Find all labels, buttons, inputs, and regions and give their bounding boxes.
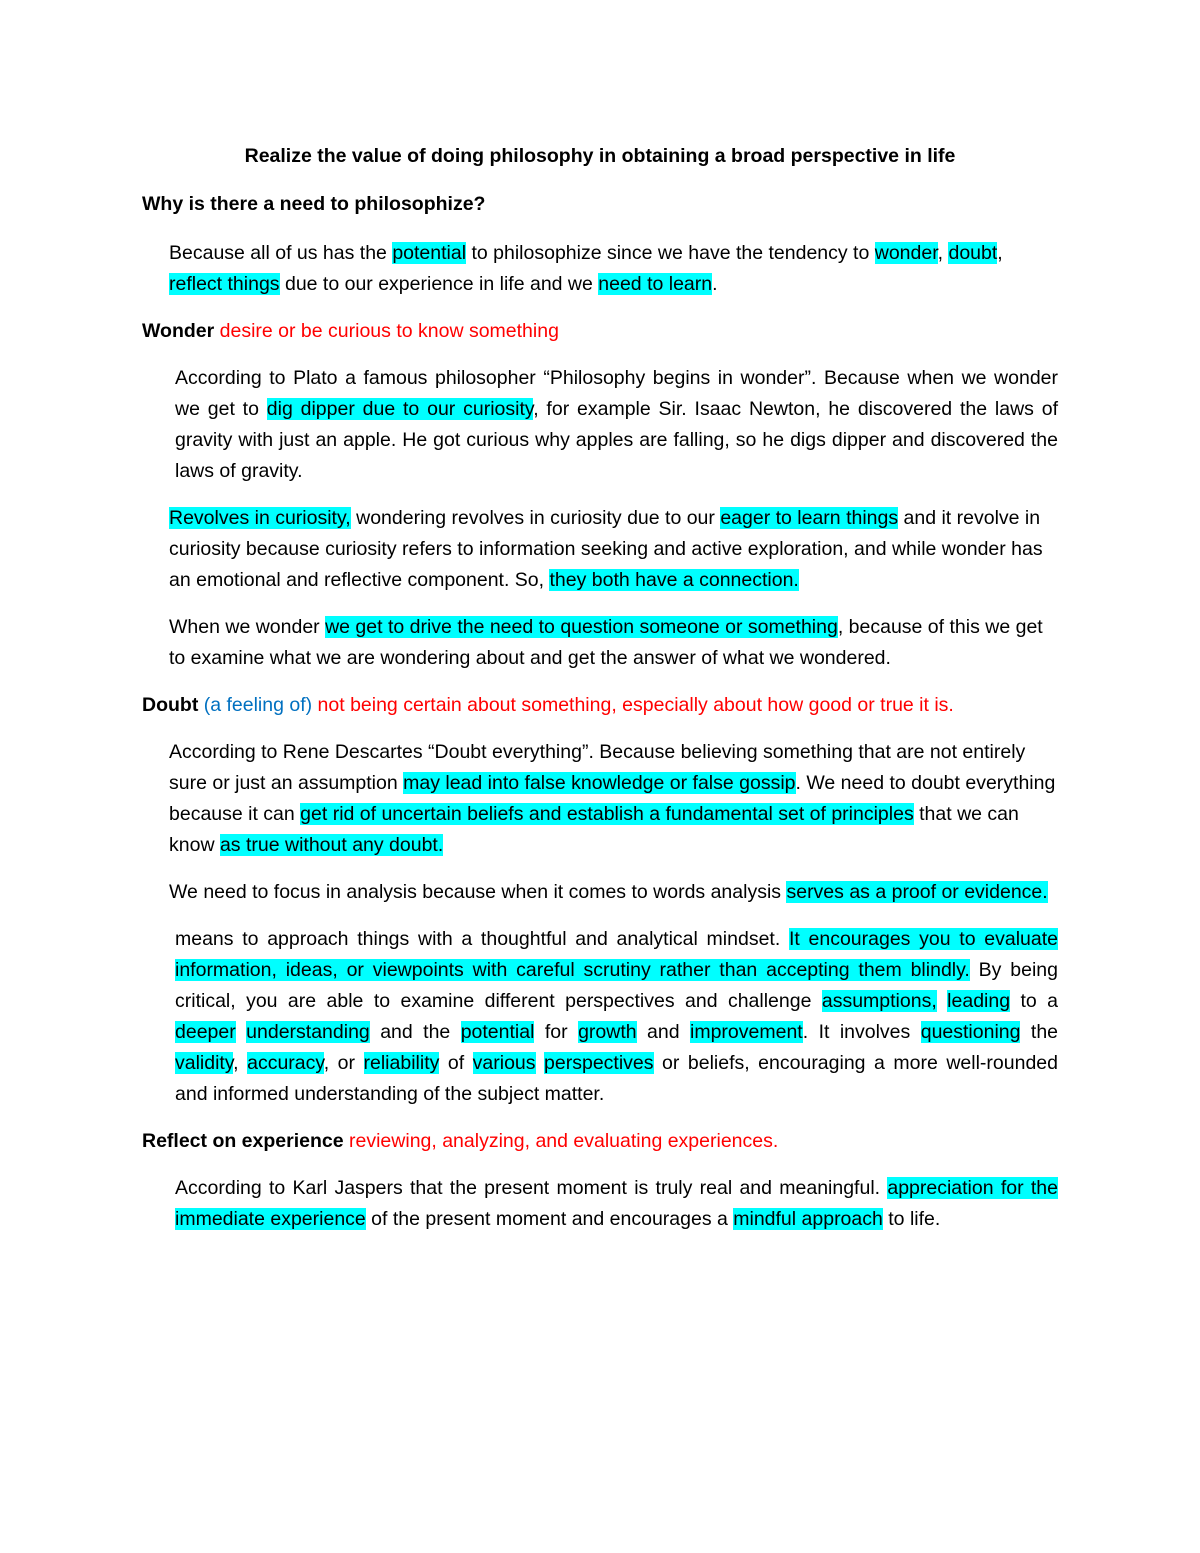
highlight: improvement [690,1021,803,1043]
highlight: potential [392,242,467,264]
doubt-paragraph-3 [142,924,1058,1110]
highlight: they both have a connection. [549,569,799,591]
body-text: that we can know [169,803,1019,856]
highlight: may lead into false knowledge or false gossip [403,772,796,794]
intro-text: Because all of us has the [169,242,393,264]
highlight: assumptions, [821,990,937,1012]
body-text: , because of this we get to examine what we are wondering about and get the answer of what we wondered. [169,616,1043,669]
term-paren: (a feeling of) [198,694,313,716]
body-text: , or [323,1052,364,1074]
body-text: When we wonder [169,616,326,638]
intro-text: , [937,242,949,264]
intro-text: , [997,242,1003,264]
doubt-paragraph-2 [142,877,1058,908]
wonder-paragraph-1 [142,363,1058,487]
body-text: According to Karl Jaspers that the present moment is truly real and meaningful. [175,1177,888,1199]
term-label: Reflect on experience [142,1130,344,1152]
highlight: doubt [948,242,998,264]
highlight: validity [175,1052,234,1074]
highlight: reliability [363,1052,440,1074]
intro-paragraph [142,238,1058,300]
body-text: and [636,1021,690,1043]
highlight: reflect things [169,273,280,295]
highlight: Revolves in curiosity, [169,507,351,529]
reflect-paragraph-1 [142,1173,1058,1235]
body-text: wondering revolves in curiosity due to our [350,507,721,529]
highlight: It encourages you to evaluate information, ideas, or viewpoints with careful scrutiny rather than accepting them blindly. [175,928,1058,981]
body-text: and it revolve in curiosity because curiosity refers to information seeking and active exploration, and while wonder has an emotional and reflective component. So, [169,507,1043,591]
highlight: perspectives [544,1052,654,1074]
body-text: . We need to doubt everything because it can [169,772,1056,825]
highlight: questioning [920,1021,1021,1043]
body-text: to a [1010,990,1058,1012]
body-text: to life. [882,1208,941,1230]
body-text: According to Plato a famous philosopher “Philosophy begins in wonder”. Because when we wonder we get to [175,367,1058,420]
highlight: dig dipper due to our curiosity [266,398,534,420]
wonder-paragraph-2 [142,503,1058,596]
term-label: Wonder [142,320,215,342]
highlight: various [472,1052,536,1074]
highlight: wonder [874,242,938,264]
highlight: get rid of uncertain beliefs and establish a fundamental set of principles [300,803,914,825]
highlight: need to learn [598,273,713,295]
intro-text: to philosophize since we have the tendency to [466,242,875,264]
body-text: of the present moment and encourages a [365,1208,734,1230]
term-definition: not being certain about something, especially about how good or true it is. [312,694,954,716]
body-text: the [1020,1021,1059,1043]
intro-text: due to our experience in life and we [279,273,599,295]
highlight: we get to drive the need to question someone or something [325,616,838,638]
section-question: Why is there a need to philosophize? [142,193,486,215]
body-text: According to Rene Descartes “Doubt everything”. Because believing something that are not entirely sure or just an assumption [169,741,1026,794]
term-definition: desire or be curious to know something [214,320,559,342]
highlight: deeper [175,1021,236,1043]
body-text: By being critical, you are able to examine different perspectives and challenge [175,959,1058,1012]
highlight: growth [578,1021,637,1043]
highlight: as true without any doubt. [219,834,444,856]
term-label: Doubt [142,694,199,716]
highlight: mindful approach [733,1208,883,1230]
wonder-heading [142,316,1058,347]
body-text: , for example Sir. Isaac Newton, he discovered the laws of gravity with just an apple. He got curious why apples are falling, so he digs dipper and discovered the laws of gravity. [175,398,1058,482]
highlight: appreciation for the immediate experience [175,1177,1058,1230]
body-text: means to approach things with a thoughtful and analytical mindset. [175,928,789,950]
document-title: Realize the value of doing philosophy in obtaining a broad perspective in life [244,145,956,167]
highlight: serves as a proof or evidence. [786,881,1048,903]
body-text [937,990,947,1012]
wonder-paragraph-3 [142,612,1058,674]
highlight: accuracy [247,1052,324,1074]
highlight: understanding [246,1021,370,1043]
body-text: , [233,1052,248,1074]
body-text: or beliefs, encouraging a more well-rounded and informed understanding of the subject matter. [175,1052,1058,1105]
doubt-paragraph-1 [142,737,1058,861]
body-text: . It involves [802,1021,921,1043]
reflect-heading [142,1126,1058,1157]
highlight: eager to learn things [720,507,899,529]
doubt-heading [142,690,1058,721]
highlight: potential [460,1021,535,1043]
body-text [236,1021,246,1043]
body-text: for [534,1021,579,1043]
intro-text: . [712,273,718,295]
body-text: of [439,1052,473,1074]
body-text: and the [369,1021,461,1043]
body-text [536,1052,545,1074]
body-text: We need to focus in analysis because when it comes to words analysis [169,881,787,903]
term-definition: reviewing, analyzing, and evaluating experiences. [343,1130,779,1152]
highlight: leading [947,990,1011,1012]
